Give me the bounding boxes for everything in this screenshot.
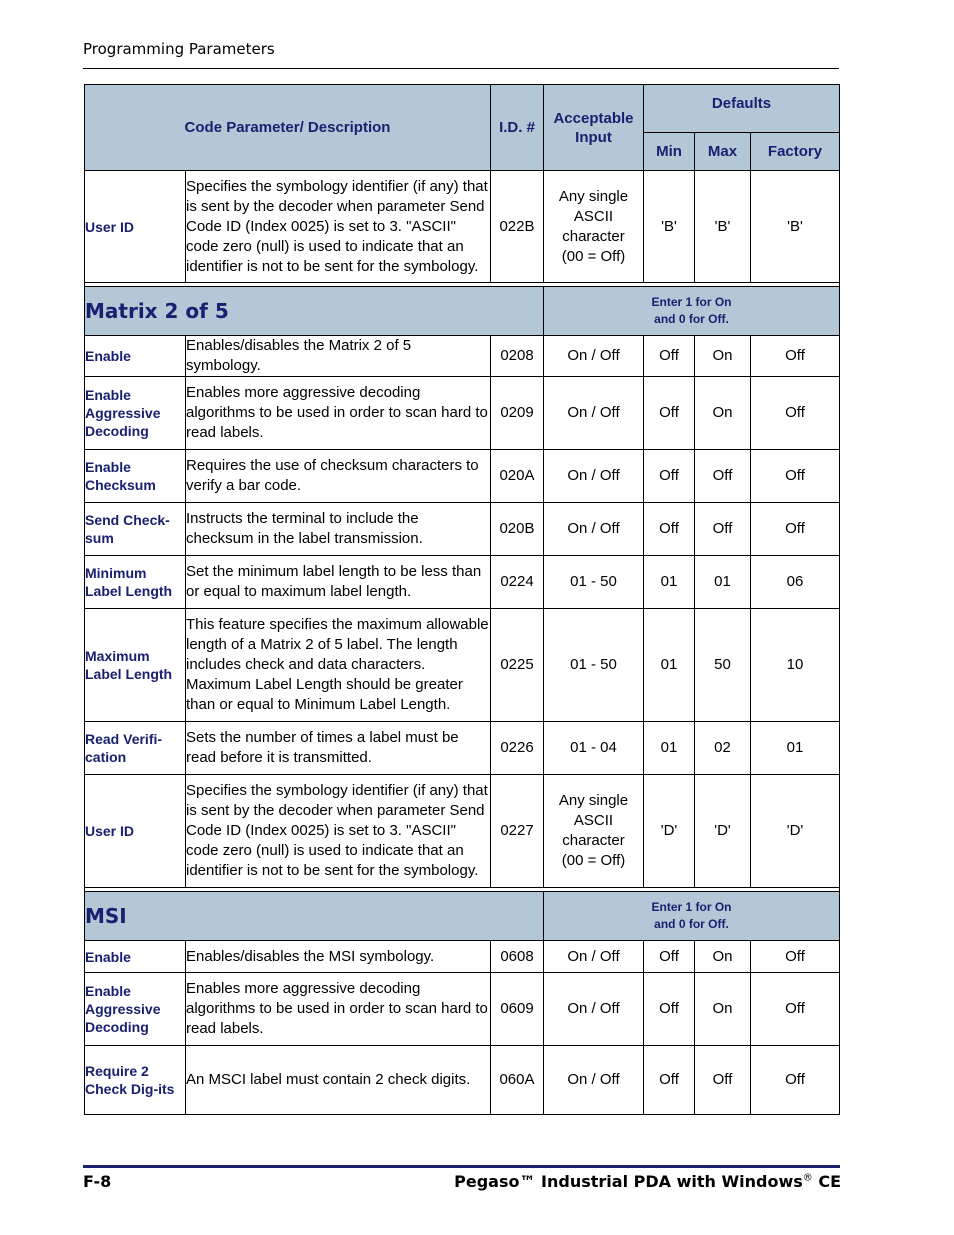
registered-mark: ® bbox=[802, 1172, 813, 1184]
acceptable-input: 01 - 04 bbox=[544, 722, 644, 775]
default-min: Off bbox=[644, 503, 695, 556]
default-factory: 'D' bbox=[751, 775, 840, 888]
parameter-id: 0608 bbox=[491, 941, 544, 973]
acceptable-input: On / Off bbox=[544, 1046, 644, 1115]
table-row bbox=[85, 336, 840, 377]
parameter-description: Requires the use of checksum characters to verify a bar code. bbox=[186, 450, 491, 503]
acceptable-input: On / Off bbox=[544, 973, 644, 1046]
parameter-name: Read Verifi-cation bbox=[85, 722, 186, 775]
default-max: On bbox=[695, 336, 751, 377]
parameter-description: Enables/disables the Matrix 2 of 5 symbology. bbox=[186, 336, 491, 377]
default-max: Off bbox=[695, 1046, 751, 1115]
section-note-line: and 0 for Off. bbox=[654, 312, 729, 326]
column-header-input: Acceptable Input bbox=[544, 85, 644, 171]
product-title bbox=[454, 1172, 841, 1191]
parameter-name: Enable Aggressive Decoding bbox=[85, 973, 186, 1046]
acceptable-input: 01 - 50 bbox=[544, 609, 644, 722]
parameter-description: This feature specifies the maximum allowable length of a Matrix 2 of 5 label. The length includes check and data characters. Maximum Label Length should be greater than or equal to Minimum Label Length. bbox=[186, 609, 491, 722]
default-min: 'B' bbox=[644, 171, 695, 283]
parameter-description: Specifies the symbology identifier (if any) that is sent by the decoder when parameter Send Code ID (Index 0025) is set to 3. "ASCII" code zero (null) is used to indicate that an identifier is not to be sent for the symbology. bbox=[186, 775, 491, 888]
footer-rule bbox=[83, 1165, 840, 1168]
parameter-description: Enables more aggressive decoding algorithms to be used in order to scan hard to read labels. bbox=[186, 973, 491, 1046]
parameter-id: 0224 bbox=[491, 556, 544, 609]
default-min: Off bbox=[644, 377, 695, 450]
table-row bbox=[85, 503, 840, 556]
parameter-description: Enables/disables the MSI symbology. bbox=[186, 941, 491, 973]
column-header-description: Code Parameter/ Description bbox=[85, 85, 491, 171]
table-row bbox=[85, 941, 840, 973]
parameter-description: Set the minimum label length to be less than or equal to maximum label length. bbox=[186, 556, 491, 609]
column-header-defaults: Defaults bbox=[644, 85, 840, 133]
default-factory: Off bbox=[751, 377, 840, 450]
table-row bbox=[85, 973, 840, 1046]
section-header bbox=[85, 287, 840, 336]
parameter-name: Minimum Label Length bbox=[85, 556, 186, 609]
column-header-id: I.D. # bbox=[491, 85, 544, 171]
parameter-id: 060A bbox=[491, 1046, 544, 1115]
column-header-max: Max bbox=[695, 133, 751, 171]
default-max: Off bbox=[695, 450, 751, 503]
default-min: 01 bbox=[644, 556, 695, 609]
acceptable-input: On / Off bbox=[544, 941, 644, 973]
table-row bbox=[85, 171, 840, 283]
default-factory: Off bbox=[751, 941, 840, 973]
default-factory: Off bbox=[751, 336, 840, 377]
table-row bbox=[85, 556, 840, 609]
parameter-name: Require 2 Check Dig-its bbox=[85, 1046, 186, 1115]
table-row bbox=[85, 775, 840, 888]
parameter-name: Enable bbox=[85, 336, 186, 377]
default-max: 02 bbox=[695, 722, 751, 775]
parameter-name: Enable bbox=[85, 941, 186, 973]
section-note-line: Enter 1 for On bbox=[651, 295, 732, 309]
parameter-description: An MSCI label must contain 2 check digits. bbox=[186, 1046, 491, 1115]
column-header-min: Min bbox=[644, 133, 695, 171]
acceptable-input: Any single ASCII character (00 = Off) bbox=[544, 775, 644, 888]
parameter-name: Enable Aggressive Decoding bbox=[85, 377, 186, 450]
default-min: Off bbox=[644, 973, 695, 1046]
parameter-id: 0208 bbox=[491, 336, 544, 377]
parameter-id: 0225 bbox=[491, 609, 544, 722]
parameter-description: Specifies the symbology identifier (if any) that is sent by the decoder when parameter Send Code ID (Index 0025) is set to 3. "ASCII" code zero (null) is used to indicate that an identifier is not to be sent for the symbology. bbox=[186, 171, 491, 283]
section-note bbox=[544, 287, 840, 336]
parameter-name: User ID bbox=[85, 775, 186, 888]
default-max: 'B' bbox=[695, 171, 751, 283]
column-header-factory: Factory bbox=[751, 133, 840, 171]
default-max: 50 bbox=[695, 609, 751, 722]
table-row bbox=[85, 609, 840, 722]
section-note-line: and 0 for Off. bbox=[654, 917, 729, 931]
parameter-id: 022B bbox=[491, 171, 544, 283]
default-factory: 10 bbox=[751, 609, 840, 722]
section-header bbox=[85, 892, 840, 941]
parameter-name: Enable Checksum bbox=[85, 450, 186, 503]
default-factory: Off bbox=[751, 503, 840, 556]
default-min: Off bbox=[644, 941, 695, 973]
parameter-id: 0609 bbox=[491, 973, 544, 1046]
default-min: Off bbox=[644, 450, 695, 503]
parameters-table bbox=[84, 84, 840, 1115]
default-factory: Off bbox=[751, 1046, 840, 1115]
default-max: On bbox=[695, 941, 751, 973]
default-factory: 01 bbox=[751, 722, 840, 775]
parameter-id: 0226 bbox=[491, 722, 544, 775]
parameter-name: Maximum Label Length bbox=[85, 609, 186, 722]
acceptable-input: Any single ASCII character (00 = Off) bbox=[544, 171, 644, 283]
default-min: 'D' bbox=[644, 775, 695, 888]
default-min: 01 bbox=[644, 609, 695, 722]
parameter-name: Send Check-sum bbox=[85, 503, 186, 556]
page-number: F-8 bbox=[83, 1172, 112, 1191]
parameter-name: User ID bbox=[85, 171, 186, 283]
parameter-id: 0227 bbox=[491, 775, 544, 888]
table-row bbox=[85, 722, 840, 775]
header-rule bbox=[83, 68, 839, 69]
acceptable-input: On / Off bbox=[544, 450, 644, 503]
acceptable-input: On / Off bbox=[544, 336, 644, 377]
parameter-description: Sets the number of times a label must be read before it is transmitted. bbox=[186, 722, 491, 775]
table-row bbox=[85, 377, 840, 450]
default-max: On bbox=[695, 377, 751, 450]
table-row bbox=[85, 450, 840, 503]
parameter-id: 020A bbox=[491, 450, 544, 503]
table-body bbox=[85, 171, 840, 1115]
table-row bbox=[85, 1046, 840, 1115]
default-max: Off bbox=[695, 503, 751, 556]
product-name: Pegaso™ Industrial PDA with Windows bbox=[454, 1172, 803, 1191]
page-header-title: Programming Parameters bbox=[83, 40, 275, 58]
acceptable-input: On / Off bbox=[544, 503, 644, 556]
default-factory: 'B' bbox=[751, 171, 840, 283]
parameter-id: 020B bbox=[491, 503, 544, 556]
default-min: Off bbox=[644, 1046, 695, 1115]
default-factory: Off bbox=[751, 450, 840, 503]
default-factory: Off bbox=[751, 973, 840, 1046]
parameter-id: 0209 bbox=[491, 377, 544, 450]
default-max: On bbox=[695, 973, 751, 1046]
default-max: 01 bbox=[695, 556, 751, 609]
default-factory: 06 bbox=[751, 556, 840, 609]
default-min: 01 bbox=[644, 722, 695, 775]
section-title: Matrix 2 of 5 bbox=[85, 287, 544, 336]
section-title: MSI bbox=[85, 892, 544, 941]
default-max: 'D' bbox=[695, 775, 751, 888]
section-note-line: Enter 1 for On bbox=[651, 900, 732, 914]
acceptable-input: 01 - 50 bbox=[544, 556, 644, 609]
acceptable-input: On / Off bbox=[544, 377, 644, 450]
parameter-description: Instructs the terminal to include the checksum in the label transmission. bbox=[186, 503, 491, 556]
product-suffix: CE bbox=[812, 1172, 841, 1191]
section-note bbox=[544, 892, 840, 941]
default-min: Off bbox=[644, 336, 695, 377]
parameter-description: Enables more aggressive decoding algorithms to be used in order to scan hard to read labels. bbox=[186, 377, 491, 450]
